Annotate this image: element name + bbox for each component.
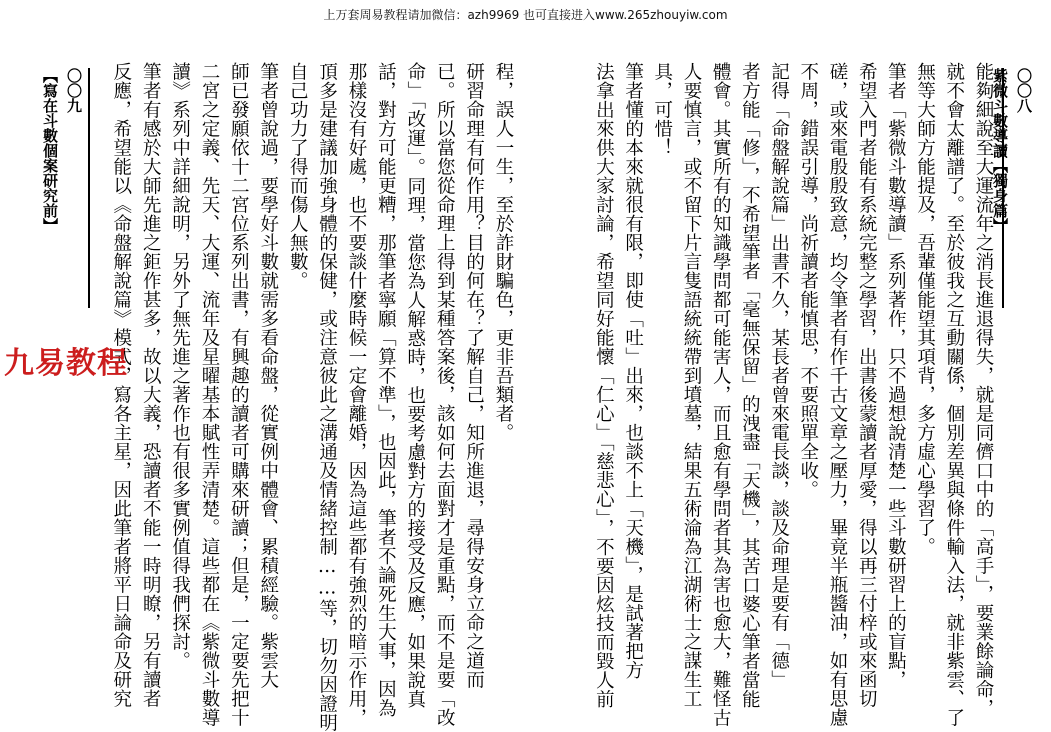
text-column: 希望入門者能有系統完整之學習，出書後蒙讀者厚愛，得以再三付梓或來函切 — [856, 62, 878, 708]
text-column: 筆者有感於大師先進之鉅作甚多，故以大義，恐讀者不能一時明瞭，另有讀者 — [140, 62, 162, 708]
right-running-title: 紫微斗數導讀【獨身篇】 — [991, 68, 1009, 233]
left-margin-rule — [88, 68, 90, 308]
text-column: 筆者懂的本來就很有限，即使「吐」出來，也談不上「天機」，是試著把方 — [622, 62, 644, 680]
text-column: 頂多是建議加強身體的保健，或注意彼此之溝通及情緒控制……等，切勿因證明 — [316, 62, 338, 732]
text-column: 讀》系列中詳細說明，另外了無先進之著作也有很多實例值得我們探討。 — [169, 62, 191, 670]
text-column: 研習命理有何作用？目的何在？了解自己，知所進退，尋得安身立命之道而 — [463, 62, 485, 689]
text-column: 具，可惜！ — [651, 62, 673, 157]
text-column: 磋，或來電殷殷致意，均令筆者有作千古文章之壓力，畢竟半瓶醬油，如有思慮 — [827, 62, 848, 727]
left-page-sidebar — [41, 68, 86, 233]
right-page-number: 〇〇八 — [1015, 68, 1033, 113]
text-column: 命」「改運」。同理，當您為人解惑時，也要考慮對方的接受及反應，如果說真 — [404, 62, 426, 709]
text-column: 人要慎言，或不留下片言隻語統統帶到墳墓，結果五術淪為江湖術士之謀生工 — [681, 62, 702, 708]
text-column: 不周，錯誤引導，尚祈讀者能慎思，不要照單全收。 — [797, 62, 819, 499]
text-column: 師已發願依十二宮位系列出書，有興趣的讀者可購來研讀；但是，一定要先把十 — [228, 62, 250, 727]
right-page-sidebar — [991, 68, 1036, 233]
header-text: 上万套周易教程请加微信：azh9969 也可直接进入www.265zhouyiw.com — [323, 8, 728, 22]
text-column: 反應，希望能以《命盤解說篇》模式，寫各主星，因此筆者將平日論命及研究 — [110, 62, 132, 708]
text-column: 話，對方可能更糟，那筆者寧願「算不準」，也因此，筆者不論死生大事，因為 — [375, 62, 397, 718]
text-column: 那樣沒有好處，也不要談什麼時候一定會離婚，因為這些都有強烈的暗示作用， — [346, 62, 367, 727]
text-column: 程，誤人一生，至於詐財騙色，更非吾類者。 — [493, 62, 514, 442]
left-page — [41, 62, 526, 732]
text-column: 自己功力了得而傷人無數。 — [287, 62, 309, 290]
text-column: 法拿出來供大家討論，希望同好能懷「仁心」「慈悲心」，不要因炫技而毀人前 — [593, 62, 615, 709]
watermark-logo: 九易教程 — [4, 346, 128, 381]
text-column: 筆者「紫微斗數導讀」系列著作，只不過想說清楚一些斗數研習上的盲點， — [885, 62, 907, 689]
left-page-number: 〇〇九 — [65, 68, 83, 113]
text-column: 已。所以當您從命理上得到某種答案後，該如何去面對才是重點，而不是要「改 — [434, 62, 456, 727]
text-column: 就不會太離譜了。至於彼我之互動關係，個別差異與條件輸入法，就非紫雲、了 — [943, 62, 965, 727]
text-column: 無等大師方能提及，吾輩僅能望其項背，多方虛心學習了。 — [914, 62, 936, 556]
text-column: 者方能「修」，不希望筆者「毫無保留」的洩盡「天機」，其苦口婆心筆者當能 — [739, 62, 761, 709]
text-column: 二宮之定義、先天、大運、流年及星曜基本賦性弄清楚。這些都在《紫微斗數導 — [199, 62, 220, 727]
right-page — [586, 62, 1033, 727]
text-column: 體會。其實所有的知識學問都可能害人，而且愈有學問者其為害也愈大，難怪古 — [710, 62, 732, 727]
left-running-title: 【寫在斗數個案研究前】 — [41, 68, 59, 233]
text-column: 筆者曾說過，要學好斗數就需多看命盤，從實例中體會、累積經驗。紫雲大 — [257, 62, 279, 689]
text-column: 記得「命盤解說篇」出書不久，某長者曾來電長談，談及命理是要有「德」 — [768, 62, 790, 689]
text-column: 能夠細說至大運流年之消長進退得失，就是同儕口中的「高手」，要業餘論命， — [973, 62, 994, 718]
